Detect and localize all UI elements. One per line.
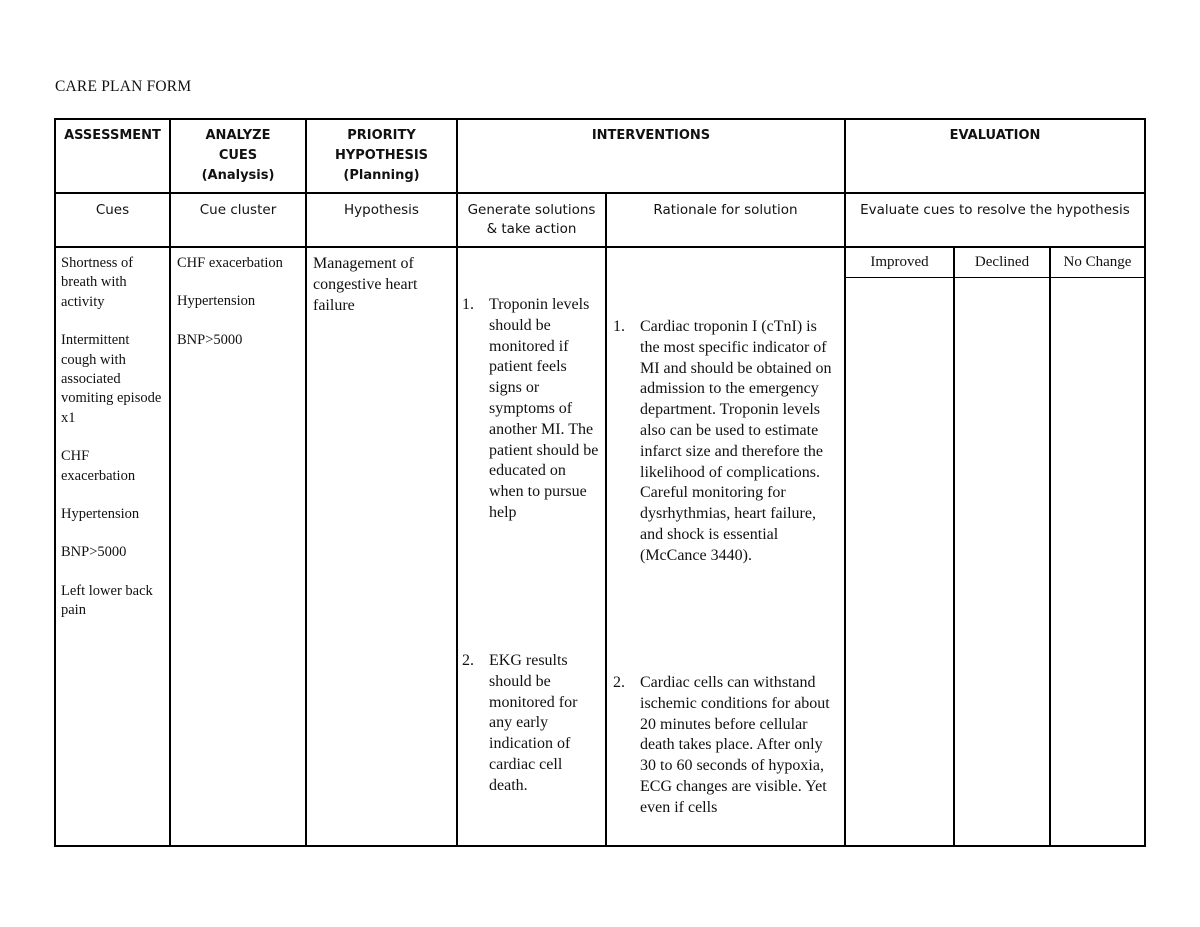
- subheader-cue-cluster: Cue cluster: [199, 202, 277, 218]
- subheader-hypothesis: Hypothesis: [344, 202, 419, 218]
- header-priority-hypothesis: PRIORITY HYPOTHESIS (Planning): [334, 128, 429, 183]
- action-item-2: [462, 651, 602, 797]
- row-divider-evaluation: [846, 277, 1146, 278]
- rationale-item-1: [613, 317, 839, 567]
- col-divider-5: [844, 118, 846, 847]
- page-title: CARE PLAN FORM: [55, 78, 192, 95]
- evaluation-no-change-header: No Change: [1063, 254, 1132, 270]
- cues-list: [61, 254, 165, 640]
- cue-item: Hypertension: [61, 506, 140, 523]
- header-evaluation: EVALUATION: [949, 128, 1041, 143]
- rationale-text: Cardiac cells can withstand ischemic conditions for about 20 minutes before cellular death takes place. After only 30 to 60 seconds of hypoxia, ECG changes are visible. Yet even if cells: [640, 674, 830, 816]
- col-divider-1: [169, 118, 171, 847]
- header-assessment: ASSESSMENT: [64, 128, 161, 143]
- cue-item: CHF exacerbation: [61, 448, 136, 484]
- evaluation-improved-header: Improved: [870, 254, 929, 270]
- rationale-text: Cardiac troponin I (cTnI) is the most specific indicator of MI and should be obtained on admission to the emergency department. Troponin levels also can be used to estimate infarct size and therefore the likelihood of complications. Careful monitoring for dysrhythmias, heart failure, and shock is essential (McCance 3440).: [640, 318, 832, 564]
- rationale-number: 2.: [613, 674, 625, 691]
- cue-item: Left lower back pain: [61, 582, 153, 619]
- header-interventions: INTERVENTIONS: [591, 128, 711, 143]
- cue-cluster-list: [177, 254, 303, 369]
- subheader-generate-solutions: Generate solutions & take action: [467, 202, 596, 237]
- action-item-1: [462, 295, 602, 524]
- cue-cluster-item: BNP>5000: [177, 331, 243, 348]
- col-divider-7: [1049, 246, 1051, 847]
- cue-cluster-item: Hypertension: [177, 293, 256, 310]
- table-border-left: [54, 118, 56, 847]
- table-border-bottom: [54, 845, 1146, 847]
- action-number: 2.: [462, 652, 474, 669]
- subheader-evaluate-cues: Evaluate cues to resolve the hypothesis: [860, 202, 1130, 218]
- evaluation-declined-header: Declined: [974, 254, 1030, 270]
- table-border-top: [54, 118, 1146, 120]
- rationale-number: 1.: [613, 318, 625, 335]
- subheader-cues: Cues: [95, 202, 130, 218]
- cue-item: Intermittent cough with associated vomiting episode x1: [61, 332, 162, 426]
- action-number: 1.: [462, 296, 474, 313]
- action-text: Troponin levels should be monitored if patient feels signs or symptoms of another MI. The patient should be educated on when to pursue help: [489, 296, 599, 521]
- cue-item: BNP>5000: [61, 544, 127, 561]
- cue-cluster-item: CHF exacerbation: [177, 255, 283, 271]
- col-divider-6: [953, 246, 955, 847]
- rationale-item-2: [613, 673, 839, 819]
- table-border-right: [1144, 118, 1146, 847]
- care-plan-table: [54, 118, 1146, 847]
- col-divider-4: [605, 192, 607, 847]
- col-divider-2: [305, 118, 307, 847]
- row-divider-subheader: [54, 246, 1146, 248]
- row-divider-header: [54, 192, 1146, 194]
- hypothesis-text: Management of congestive heart failure: [313, 255, 418, 314]
- header-analyze-cues: ANALYZE CUES (Analysis): [201, 128, 275, 183]
- subheader-rationale: Rationale for solution: [653, 202, 798, 218]
- action-text: EKG results should be monitored for any early indication of cardiac cell death.: [489, 652, 578, 794]
- cue-item: Shortness of breath with activity: [61, 255, 134, 310]
